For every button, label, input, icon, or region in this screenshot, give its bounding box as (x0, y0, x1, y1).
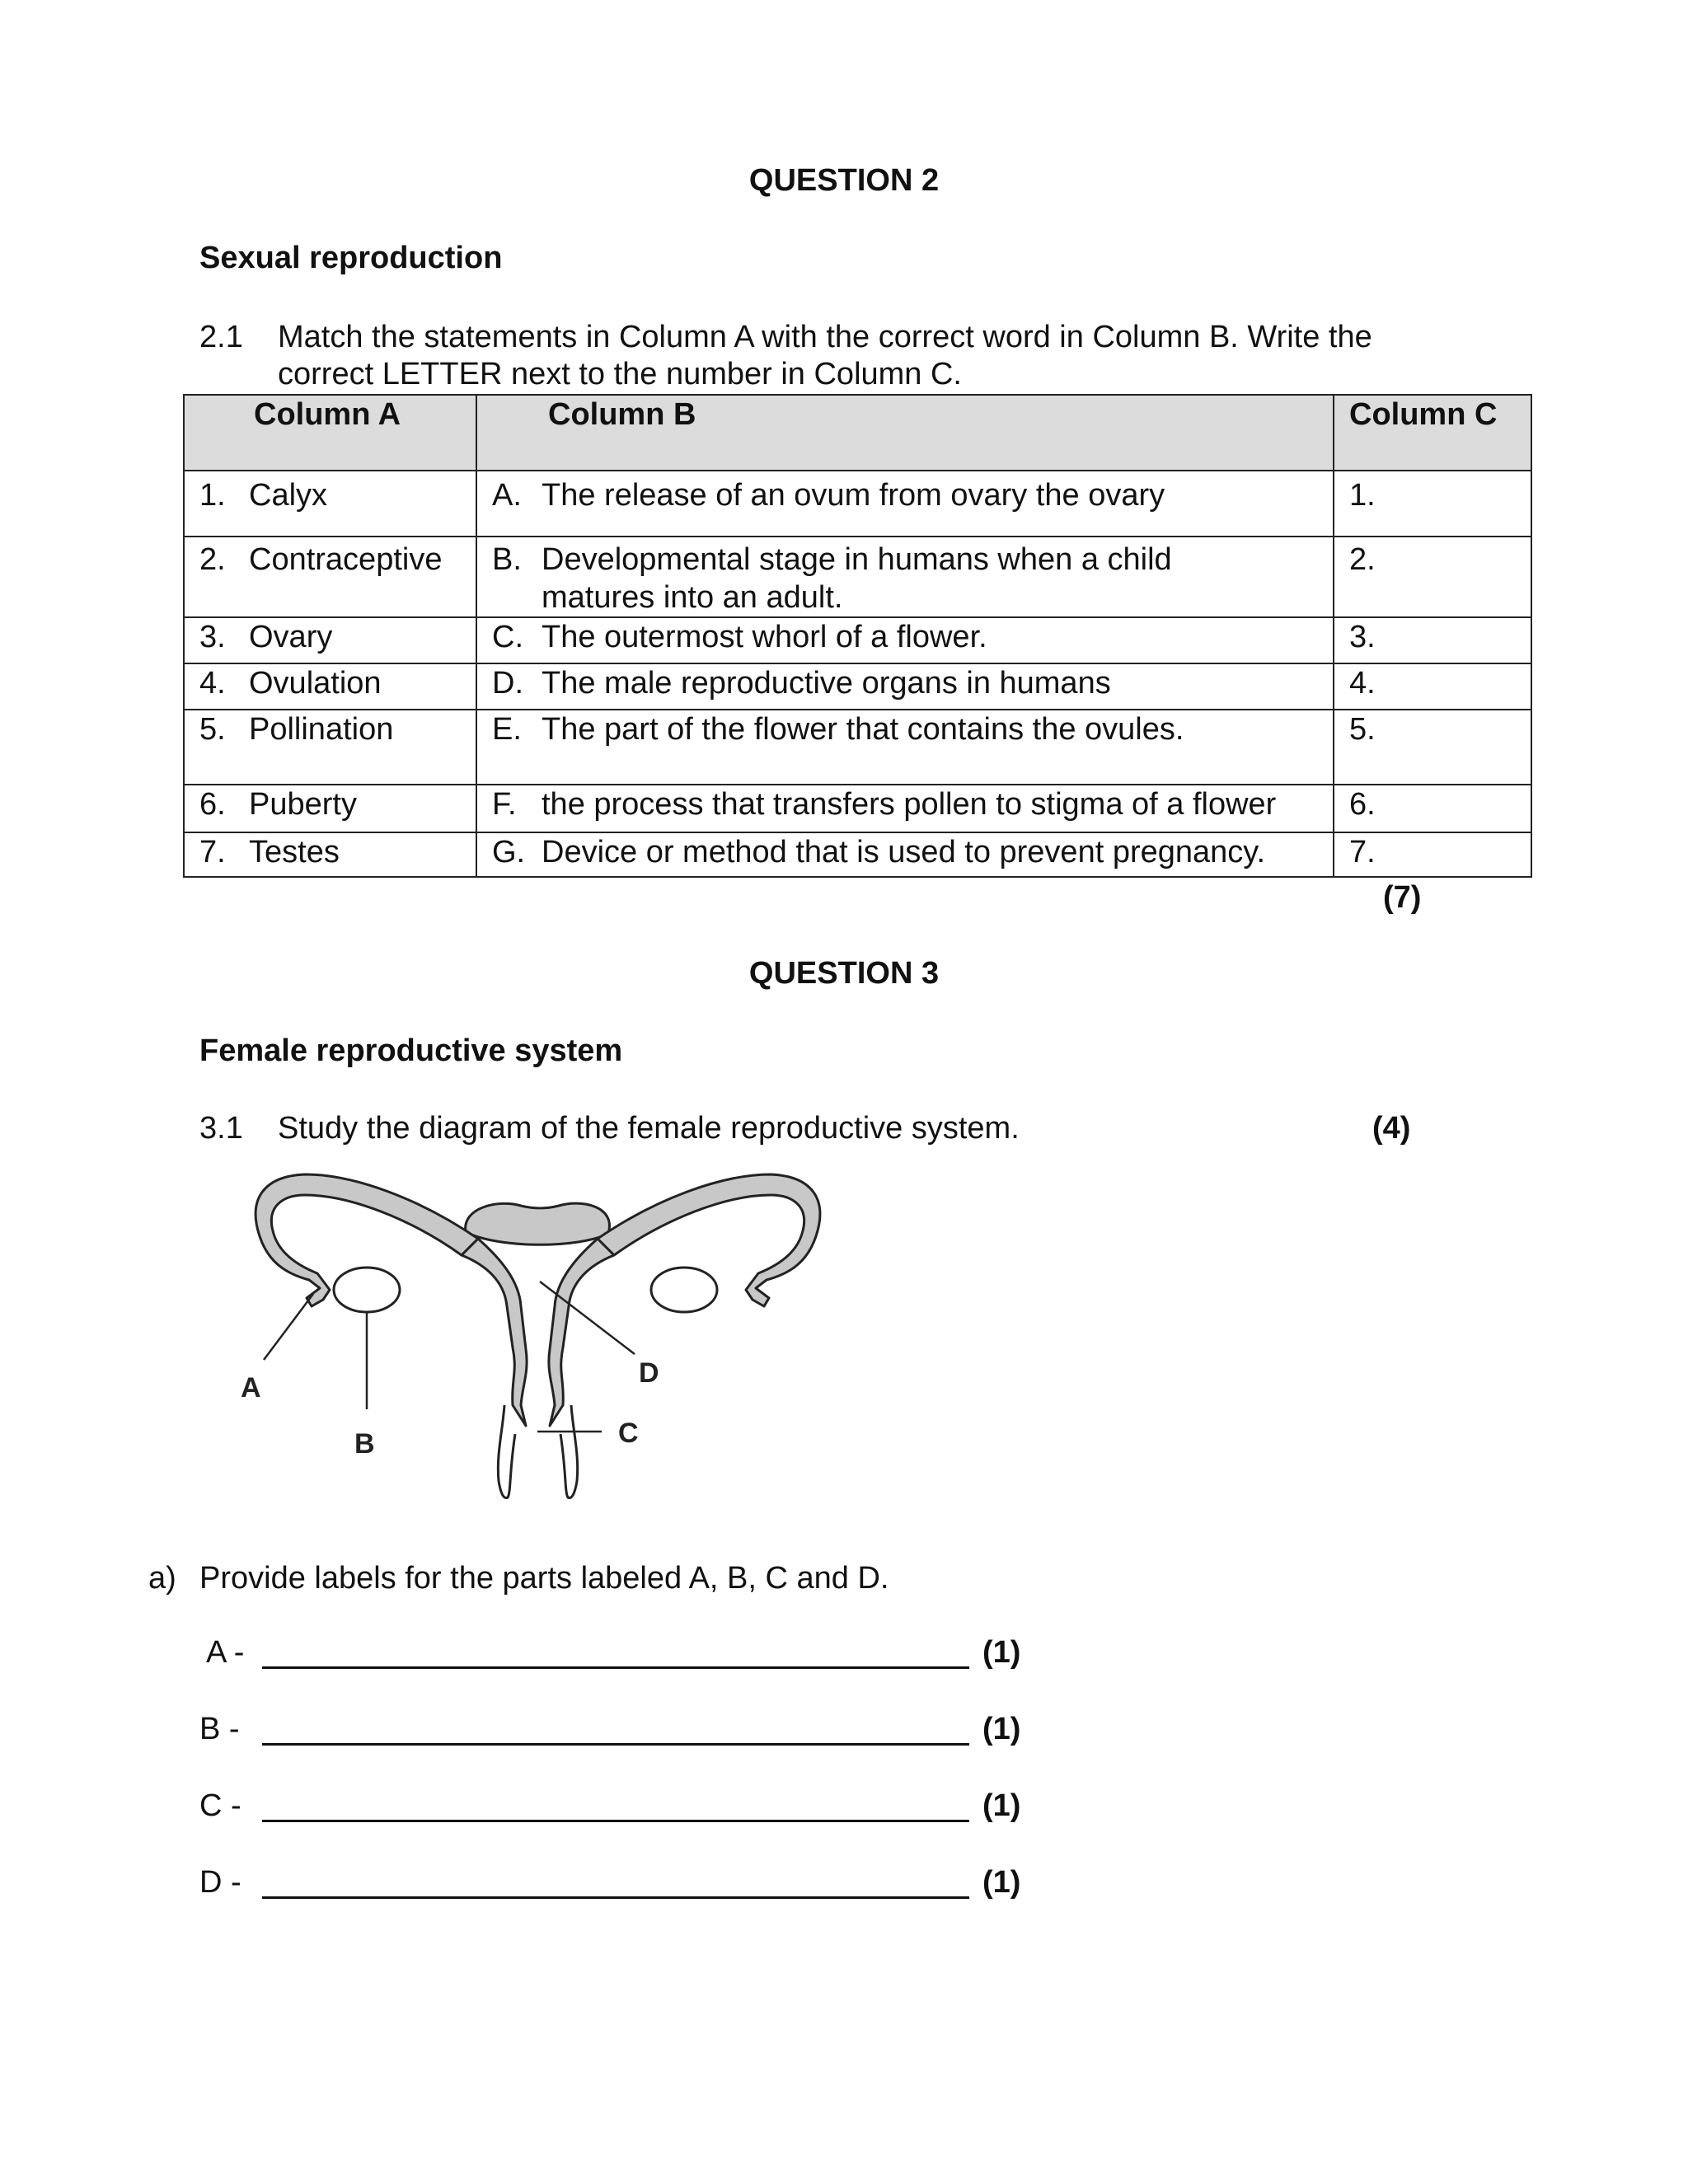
column-b-header: Column B (476, 395, 1334, 471)
column-b-statement: The release of an ovum from ovary the ovary (542, 478, 1165, 513)
answer-label-c: C - (199, 1788, 241, 1823)
column-b-statement: The part of the flower that contains the ovules. (542, 712, 1184, 747)
row-number: 2. (199, 542, 226, 577)
diagram-label-d: D (639, 1357, 659, 1389)
column-b-statement: Device or method that is used to prevent pregnancy. (542, 835, 1266, 869)
section-heading-sexual-reproduction: Sexual reproduction (199, 241, 503, 275)
option-letter: D. (492, 666, 523, 701)
answer-marks-a: (1) (982, 1635, 1021, 1670)
answer-line-c[interactable] (262, 1820, 969, 1822)
answer-label-b: B - (199, 1712, 240, 1746)
column-c-answer-cell[interactable]: 7. (1334, 832, 1531, 877)
table-row (184, 471, 1531, 537)
answer-marks-d: (1) (982, 1865, 1021, 1900)
right-uterine-wall (549, 1239, 614, 1426)
column-c-answer-cell[interactable]: 4. (1334, 663, 1531, 710)
right-vaginal-wall (560, 1405, 578, 1497)
row-number: 4. (199, 666, 226, 701)
left-vaginal-wall (498, 1405, 515, 1497)
column-b-statement: the process that transfers pollen to stigma of a flower (542, 787, 1277, 822)
matching-table (183, 394, 1532, 878)
instruction-line-2: correct LETTER next to the number in Column C. (278, 357, 962, 391)
answer-line-d[interactable] (262, 1896, 969, 1899)
option-letter: C. (492, 620, 523, 654)
table-row (184, 663, 1531, 710)
table-header-row (184, 395, 1531, 471)
column-a-term: Testes (249, 835, 340, 869)
option-letter: B. (492, 542, 522, 577)
row-number: 7. (199, 835, 226, 869)
part-a-instruction: Provide labels for the parts labeled A, B, C and D. (199, 1561, 889, 1596)
column-b-statement-continued: matures into an adult. (542, 580, 843, 615)
column-a-term: Puberty (249, 787, 357, 822)
option-letter: G. (492, 835, 526, 869)
column-a-term: Contraceptive (249, 542, 443, 577)
instruction-line-1: Match the statements in Column A with the correct word in Column B. Write the (278, 320, 1372, 354)
option-letter: E. (492, 712, 522, 747)
question-3-marks: (4) (1372, 1111, 1411, 1146)
column-b-statement: Developmental stage in humans when a child (542, 542, 1172, 577)
row-number: 6. (199, 787, 226, 822)
question-2-title: QUESTION 2 (748, 163, 940, 198)
answer-label-d: D - (199, 1865, 241, 1900)
diagram-label-a: A (241, 1372, 261, 1404)
answer-label-a: A - (206, 1635, 245, 1670)
column-b-statement: The outermost whorl of a flower. (542, 620, 987, 654)
option-letter: A. (492, 478, 522, 513)
question-3-title: QUESTION 3 (748, 956, 940, 991)
table-row (184, 832, 1531, 877)
row-number: 5. (199, 712, 226, 747)
table-row (184, 537, 1531, 617)
section-heading-female-reproductive-system: Female reproductive system (199, 1033, 623, 1068)
left-ovary (334, 1268, 400, 1312)
table-row (184, 710, 1531, 785)
column-c-answer-cell[interactable]: 6. (1334, 785, 1531, 832)
diagram-label-b: B (354, 1428, 375, 1460)
answer-line-b[interactable] (262, 1743, 969, 1746)
row-number: 3. (199, 620, 226, 654)
column-a-term: Calyx (249, 478, 328, 513)
part-a-letter: a) (148, 1561, 176, 1596)
uterus-fundus (466, 1203, 610, 1244)
column-a-term: Ovary (249, 620, 333, 654)
column-a-header: Column A (184, 395, 476, 471)
diagram-label-c: C (618, 1418, 639, 1449)
option-letter: F. (492, 787, 517, 822)
question-3-1-number: 3.1 (199, 1111, 243, 1146)
question-2-marks: (7) (1383, 880, 1422, 915)
female-reproductive-system-diagram (214, 1158, 841, 1504)
column-c-answer-cell[interactable]: 5. (1334, 710, 1531, 785)
question-3-1-instruction: Study the diagram of the female reproductive system. (278, 1111, 1020, 1146)
left-uterine-wall (462, 1239, 527, 1426)
column-a-term: Pollination (249, 712, 394, 747)
table-row (184, 785, 1531, 832)
right-ovary (651, 1268, 717, 1312)
column-c-answer-cell[interactable]: 2. (1334, 537, 1531, 617)
column-c-header: Column C (1334, 395, 1531, 471)
answer-marks-c: (1) (982, 1788, 1021, 1823)
answer-line-a[interactable] (262, 1666, 969, 1669)
answer-marks-b: (1) (982, 1712, 1021, 1746)
column-a-term: Ovulation (249, 666, 382, 701)
column-c-answer-cell[interactable]: 3. (1334, 617, 1531, 663)
column-b-statement: The male reproductive organs in humans (542, 666, 1111, 701)
table-row (184, 617, 1531, 663)
column-c-answer-cell[interactable]: 1. (1334, 471, 1531, 537)
label-a-pointer (264, 1294, 313, 1360)
question-2-1-number: 2.1 (199, 320, 243, 354)
row-number: 1. (199, 478, 226, 513)
